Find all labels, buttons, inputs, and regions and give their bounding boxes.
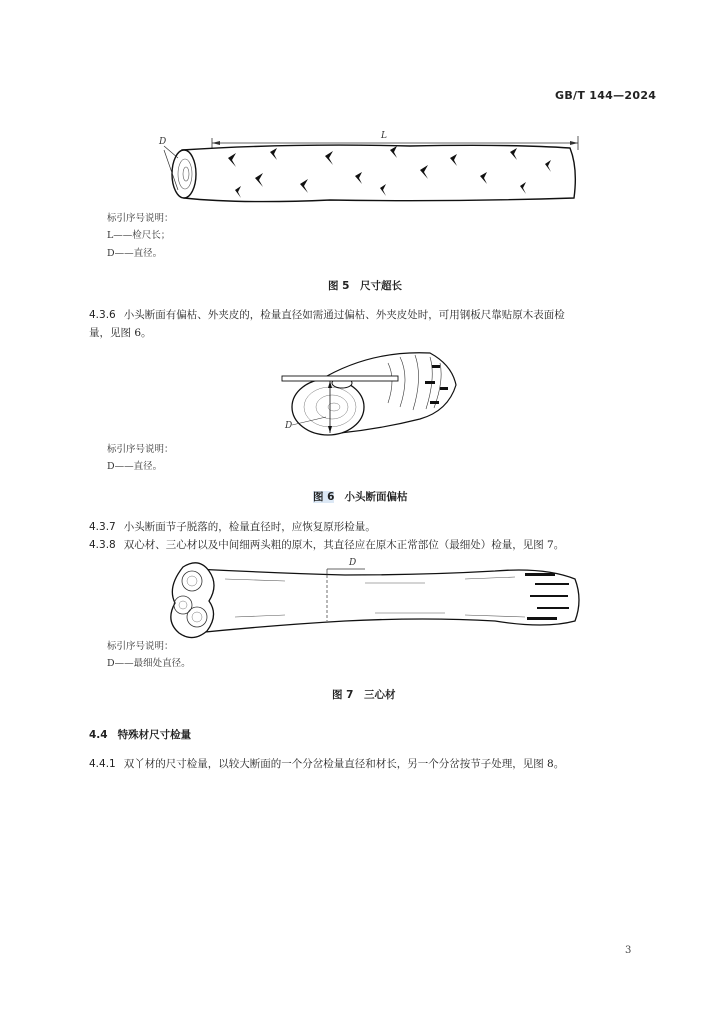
figure-5-legend-title: 标引序号说明： — [107, 213, 174, 224]
figure-5-legend-item-2: D——直径。 — [107, 248, 163, 259]
figure-6-drawing — [280, 345, 460, 440]
figure-6-legend-title: 标引序号说明： — [107, 444, 174, 455]
paragraph-4-3-6-text: 小头断面有偏枯、外夹皮的，检量直径如需通过偏枯、外夹皮处时，可用钢板尺靠贴原木表面检 — [123, 309, 565, 321]
figure-5-label-d: D — [159, 137, 167, 147]
paragraph-4-4-1 — [89, 756, 564, 771]
figure-7-caption: 图 7 三心材 — [332, 689, 396, 701]
paragraph-4-3-6-number: 4.3.6 — [89, 309, 116, 321]
standard-number: GB/T 144—2024 — [555, 89, 657, 102]
paragraph-4-4-1-number: 4.4.1 — [89, 758, 116, 770]
figure-6-legend-item-1: D——直径。 — [107, 461, 163, 472]
figure-5-drawing — [150, 128, 590, 218]
figure-7-legend-title: 标引序号说明： — [107, 641, 174, 652]
figure-6-caption — [313, 489, 407, 504]
paragraph-4-3-8-number: 4.3.8 — [89, 539, 116, 551]
figure-6-caption-title: 小头断面偏枯 — [344, 491, 408, 503]
paragraph-4-3-6-line-1 — [89, 307, 565, 322]
section-4-4-number: 4.4 — [89, 729, 108, 741]
paragraph-4-3-6-line-2: 量，见图 6。 — [89, 327, 152, 339]
figure-6-caption-number: 图 6 — [313, 491, 335, 503]
figure-6-label-d: D — [285, 421, 293, 431]
paragraph-4-3-7-text: 小头断面节子脱落的，检量直径时，应恢复原形检量。 — [123, 521, 376, 533]
paragraph-4-4-1-text: 双丫材的尺寸检量，以较大断面的一个分岔检量直径和材长，另一个分岔按节子处理，见图 8。 — [123, 758, 565, 770]
paragraph-4-3-7-number: 4.3.7 — [89, 521, 116, 533]
section-4-4-title: 特殊材尺寸检量 — [117, 729, 192, 741]
paragraph-4-3-7 — [89, 519, 376, 534]
section-4-4-heading — [89, 727, 191, 742]
paragraph-4-3-8-text: 双心材、三心材以及中间细两头粗的原木，其直径应在原木正常部位（最细处）检量，见图 7。 — [123, 539, 565, 551]
page-number: 3 — [625, 945, 632, 956]
figure-7-drawing — [165, 555, 585, 645]
figure-7-label-d: D — [349, 558, 357, 568]
figure-5-label-l: L — [381, 131, 387, 141]
figure-5-legend-item-1: L——检尺长； — [107, 230, 171, 241]
figure-5-caption: 图 5 尺寸超长 — [328, 280, 402, 292]
paragraph-4-3-8 — [89, 537, 564, 552]
figure-7-legend-item-1: D——最细处直径。 — [107, 658, 191, 669]
